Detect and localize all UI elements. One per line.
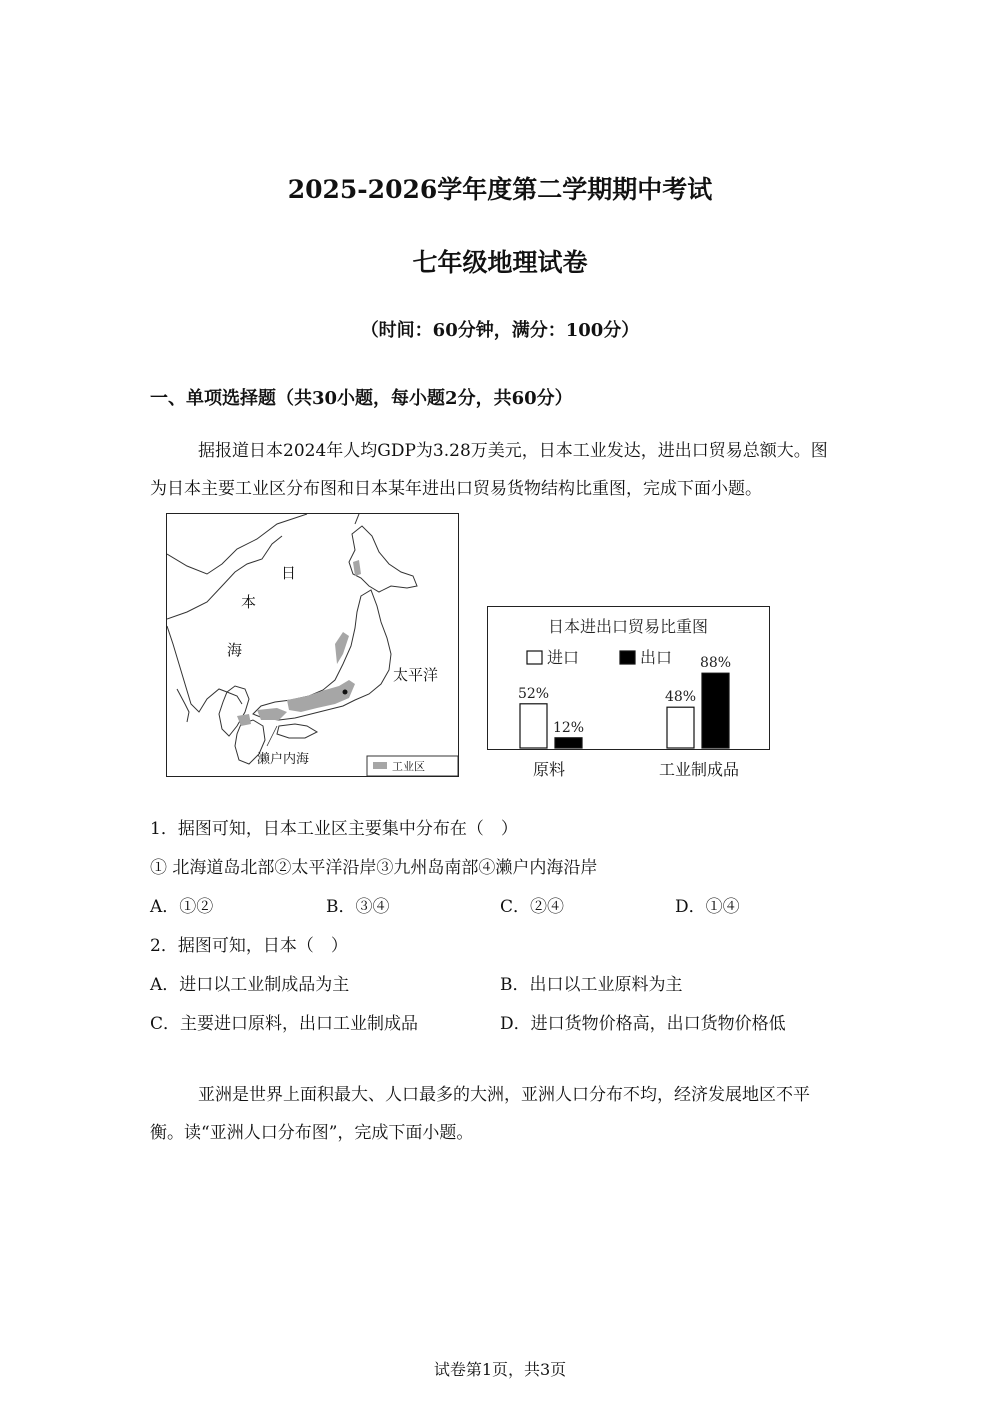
- x-tick-raw-materials: 原料: [532, 760, 565, 779]
- japan-industrial-map: [166, 513, 459, 777]
- q2-option-c[interactable]: C．主要进口原料，出口工业制成品: [150, 1014, 419, 1034]
- q1-stem: 1．据图可知，日本工业区主要集中分布在（ ）: [150, 819, 518, 839]
- exam-title: 2025-2026学年度第二学期期中考试: [287, 175, 713, 204]
- bar-export-0: [555, 738, 582, 748]
- bar-import-0: [520, 704, 547, 748]
- q2-stem: 2．据图可知，日本（ ）: [150, 936, 348, 956]
- map-label-ben: 本: [241, 593, 257, 611]
- section-title: 一、单项选择题（共30小题，每小题2分，共60分）: [150, 388, 573, 409]
- exam-info: （时间：60分钟，满分：100分）: [360, 320, 640, 341]
- passage-japan: 据报道日本2024年人均GDP为3.28万美元，日本工业发达，进出口贸易总额大。图为日本主要工业区分布图和日本某年进出口贸易货物结构比重图，完成下面小题。: [150, 441, 828, 499]
- data-label-import-0: 52%: [517, 685, 550, 702]
- q2-option-d[interactable]: D．进口货物价格高，出口货物价格低: [500, 1014, 786, 1034]
- map-legend-label: 工业区: [392, 760, 425, 773]
- legend-export-label: 出口: [640, 648, 673, 667]
- passage-asia: 亚洲是世界上面积最大、人口最多的大洲，亚洲人口分布不均，经济发展地区不平衡。读“亚洲人口分布图”，完成下面小题。: [150, 1085, 810, 1143]
- legend-import-label: 进口: [547, 648, 580, 667]
- data-label-export-0: 12%: [552, 719, 585, 736]
- chart-title: 日本进出口贸易比重图: [547, 617, 709, 636]
- legend-import-swatch: [527, 651, 542, 664]
- q1-items: ① 北海道岛北部②太平洋沿岸③九州岛南部④濑户内海沿岸: [150, 858, 598, 878]
- q2-option-a[interactable]: A．进口以工业制成品为主: [150, 975, 350, 995]
- data-label-export-1: 88%: [699, 655, 732, 672]
- page-footer: 试卷第1页，共3页: [433, 1360, 567, 1379]
- x-tick-manufactured: 工业制成品: [658, 760, 739, 779]
- q2-option-b[interactable]: B．出口以工业原料为主: [500, 975, 683, 995]
- bar-import-1: [667, 707, 694, 748]
- q1-option-b[interactable]: B．③④: [326, 897, 390, 917]
- legend-export-swatch: [620, 651, 635, 664]
- bar-export-1: [702, 673, 729, 748]
- map-label-pacific: 太平洋: [393, 666, 439, 684]
- map-label-inland-sea: 濑户内海: [257, 752, 310, 767]
- data-label-import-1: 48%: [664, 689, 697, 706]
- q1-option-a[interactable]: A．①②: [150, 897, 214, 917]
- map-label-ri: 日: [281, 564, 297, 582]
- q1-option-c[interactable]: C．②④: [500, 897, 565, 917]
- trade-chart: [487, 606, 769, 749]
- map-label-hai: 海: [227, 641, 243, 659]
- q1-option-d[interactable]: D．①④: [675, 897, 740, 917]
- exam-subtitle: 七年级地理试卷: [412, 248, 588, 277]
